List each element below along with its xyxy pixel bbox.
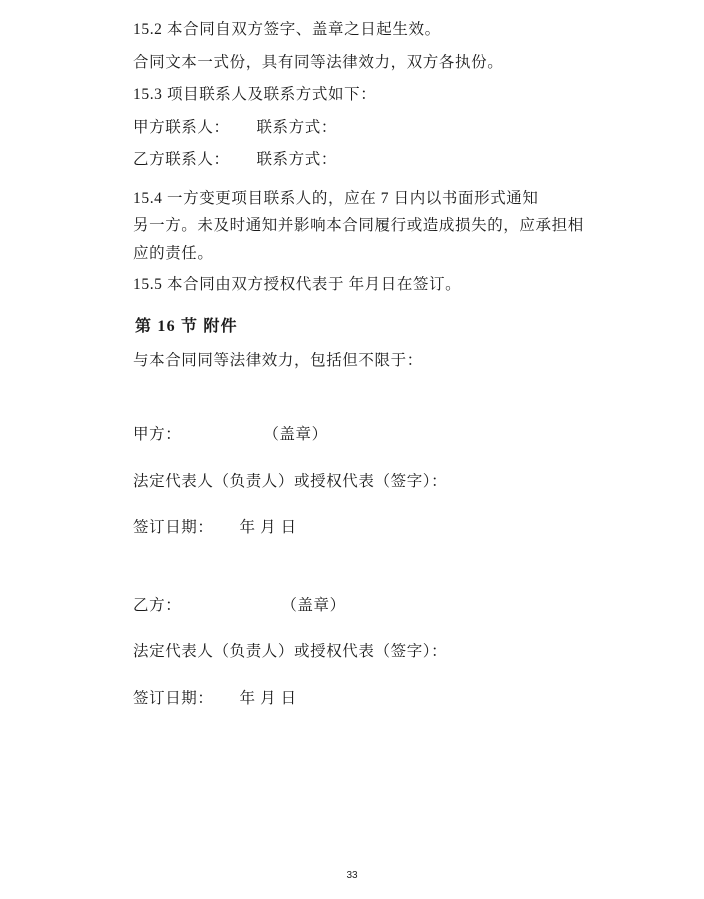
party-a-date-label: 签订日期：: [133, 519, 214, 537]
signature-gap-1: [133, 385, 609, 427]
signature-block-party-a: [133, 427, 609, 536]
clause-15-4-line-1: 15.4 一方变更项目联系人的，应在 7 日内以书面形式通知: [133, 189, 539, 207]
party-b-seal: （盖章）: [281, 596, 346, 614]
party-b-representative: 法定代表人（负责人）或授权代表（签字）：: [133, 643, 448, 661]
party-b-date: [133, 691, 609, 707]
clause-15-2-continuation: 合同文本一式份，具有同等法律效力，双方各执份。: [133, 53, 504, 71]
contact-party-a: 甲方联系人： 联系方式：: [133, 118, 337, 136]
clause-15-3: 15.3 项目联系人及联系方式如下：: [133, 86, 377, 103]
party-b-gap-2: [133, 660, 609, 691]
party-a-gap-1: [133, 443, 609, 474]
section-16-title: 第 16 节 附件: [135, 317, 238, 335]
party-a-representative: 法定代表人（负责人）或授权代表（签字）：: [133, 472, 448, 490]
page-number: 33: [346, 870, 358, 881]
party-b-name: 乙方：: [133, 596, 182, 614]
party-a-seal: （盖章）: [263, 426, 328, 444]
party-a-gap-2: [133, 489, 609, 520]
section-16-body: 与本合同同等法律效力，包括但不限于：: [133, 351, 423, 369]
clause-15-2: 15.2 本合同自双方签字、盖章之日起生效。: [133, 21, 441, 38]
signature-gap-2: [133, 536, 609, 598]
party-a-name: 甲方：: [133, 426, 182, 444]
party-b-date-fields: 年 月 日: [239, 689, 297, 707]
party-b-label: [133, 598, 609, 614]
contact-party-b: 乙方联系人： 联系方式：: [133, 151, 337, 168]
party-a-label: [133, 427, 609, 443]
clause-15-4: [133, 185, 609, 268]
clause-15-4-line-2: 另一方。未及时通知并影响本合同履行或造成损失的，应承担相: [133, 217, 584, 235]
signature-block-party-b: [133, 598, 609, 707]
party-a-date: [133, 520, 609, 536]
party-a-date-fields: 年 月 日: [239, 519, 297, 537]
clause-15-4-line-3: 应的责任。: [133, 244, 214, 262]
party-b-date-label: 签订日期：: [133, 689, 214, 707]
clause-15-5: 15.5 本合同由双方授权代表于 年月日在签订。: [133, 276, 462, 294]
party-b-gap-1: [133, 613, 609, 644]
